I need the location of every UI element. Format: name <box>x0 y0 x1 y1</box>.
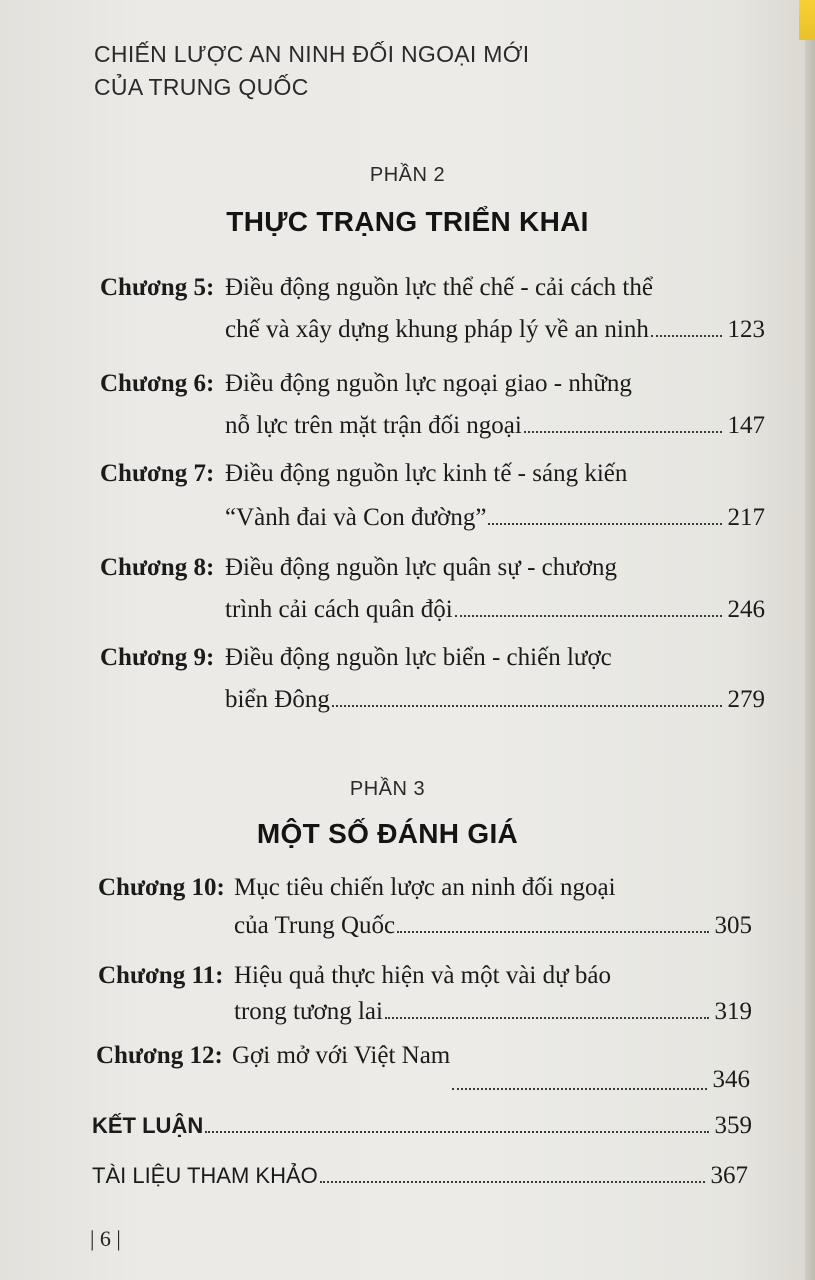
leader-dots <box>488 523 721 525</box>
page-number: 346 <box>712 1066 750 1093</box>
running-head <box>94 38 529 104</box>
toc-entry-references[interactable] <box>92 1162 748 1190</box>
toc-entry-chapter-8[interactable] <box>100 550 765 630</box>
running-head-line2: CỦA TRUNG QUỐC <box>94 74 309 100</box>
chapter-title-line1: Điều động nguồn lực kinh tế - sáng kiến <box>225 460 628 487</box>
page-number: 367 <box>710 1162 748 1189</box>
chapter-title-line1: Hiệu quả thực hiện và một vài dự báo <box>234 962 612 989</box>
toc-entry-chapter-9[interactable] <box>100 640 765 720</box>
chapter-label: Chương 12: <box>96 1042 223 1069</box>
leader-dots <box>332 705 722 707</box>
page-edge-yellow <box>799 0 815 40</box>
chapter-title-line2-row <box>225 500 765 536</box>
chapter-title-line2-row <box>225 408 765 444</box>
chapter-title-line2: biển Đông <box>225 686 330 713</box>
page-number: 246 <box>727 596 765 623</box>
chapter-title-line2-row <box>225 682 765 718</box>
page-folio: | 6 | <box>90 1226 121 1251</box>
chapter-label: Chương 5: <box>100 274 215 301</box>
running-head-line1: CHIẾN LƯỢC AN NINH ĐỐI NGOẠI MỚI <box>94 41 530 67</box>
chapter-title-line1: Điều động nguồn lực thể chế - cải cách thể <box>225 274 653 301</box>
chapter-title-line1: Điều động nguồn lực ngoại giao - những <box>225 370 632 397</box>
part-3-title: MỘT SỐ ĐÁNH GIÁ <box>256 818 519 849</box>
toc-entry-chapter-11[interactable] <box>98 958 752 1038</box>
chapter-title-line2: “Vành đai và Con đường” <box>225 504 487 531</box>
page-number: 279 <box>727 686 765 713</box>
toc-entry-chapter-10[interactable] <box>98 870 752 950</box>
chapter-title-line2: của Trung Quốc <box>234 912 396 939</box>
chapter-title-line2: trình cải cách quân đội <box>225 596 453 623</box>
backmatter-label: TÀI LIỆU THAM KHẢO <box>92 1163 318 1188</box>
page-number: 123 <box>727 316 765 343</box>
leader-dots <box>524 431 722 433</box>
page-number: 217 <box>727 504 765 531</box>
chapter-title-line1: Mục tiêu chiến lược an ninh đối ngoại <box>234 874 616 901</box>
part-2-label: PHẦN 2 <box>369 164 446 186</box>
part-3-label: PHẦN 3 <box>349 778 426 800</box>
leader-dots <box>452 1088 706 1090</box>
page-number: 305 <box>714 912 752 939</box>
chapter-title-line2-row <box>225 592 765 628</box>
leader-dots <box>320 1181 705 1183</box>
chapter-label: Chương 7: <box>100 460 215 487</box>
chapter-title-line2-row <box>234 994 752 1030</box>
page-number: 319 <box>714 998 752 1025</box>
chapter-title-line2: trong tương lai <box>234 998 383 1025</box>
toc-entry-chapter-12[interactable] <box>96 1038 750 1098</box>
backmatter-label: KẾT LUẬN <box>92 1113 204 1138</box>
chapter-title-line1: Gợi mở với Việt Nam <box>232 1042 451 1069</box>
chapter-title-line2: chế và xây dựng khung pháp lý về an ninh <box>225 316 649 343</box>
leader-dots <box>455 615 722 617</box>
chapter-label: Chương 8: <box>100 554 215 581</box>
leader-dots <box>205 1131 708 1133</box>
chapter-title-line2-row <box>225 312 765 348</box>
chapter-label: Chương 10: <box>98 874 225 901</box>
chapter-label: Chương 6: <box>100 370 215 397</box>
chapter-title-line1: Điều động nguồn lực quân sự - chương <box>225 554 618 581</box>
chapter-title-row <box>232 1038 750 1093</box>
part-2-title: THỰC TRẠNG TRIỂN KHAI <box>226 206 589 237</box>
toc-entry-chapter-5[interactable] <box>100 270 765 350</box>
toc-entry-conclusion[interactable] <box>92 1112 752 1140</box>
chapter-title-line1: Điều động nguồn lực biển - chiến lược <box>225 644 612 671</box>
toc-entry-chapter-7[interactable] <box>100 456 765 536</box>
leader-dots <box>651 335 722 337</box>
toc-entry-chapter-6[interactable] <box>100 366 765 446</box>
chapter-label: Chương 9: <box>100 644 215 671</box>
chapter-title-line2: nỗ lực trên mặt trận đối ngoại <box>225 412 522 439</box>
leader-dots <box>385 1017 709 1019</box>
chapter-label: Chương 11: <box>98 962 224 989</box>
page-number: 359 <box>714 1112 752 1139</box>
chapter-title-line2-row <box>234 908 752 944</box>
leader-dots <box>397 931 708 933</box>
page-number: 147 <box>727 412 765 439</box>
